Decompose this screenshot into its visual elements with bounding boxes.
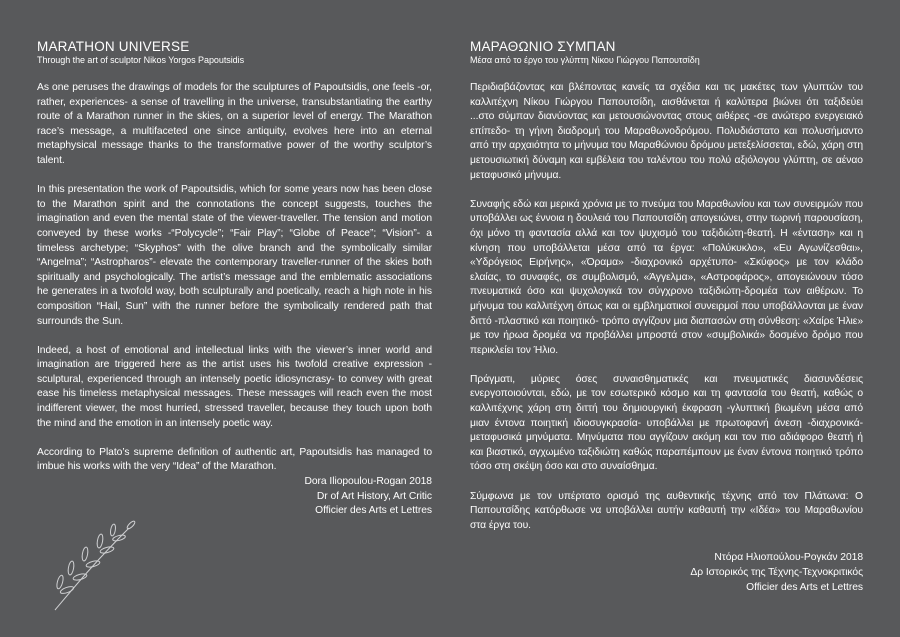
- english-signature-honor: Officier des Arts et Lettres: [315, 505, 432, 517]
- greek-paragraph-4: Σύμφωνα με τον υπέρτατο ορισμό της αυθεντικής τέχνης από τον Πλάτωνα: Ο Παπουτσίδης κατόρθωσε να υποβάλλει αυτήν καθαυτή την «Ιδέα» του Μαραθωνίου στα έργα του.: [470, 490, 863, 531]
- english-paragraph-2: In this presentation the work of Papoutsidis, which for some years now has been close to the Marathon spirit and the connotations the concept suggests, touches the imagination and even the mental state of the viewer-traveller. The tension and motion conveyed by these works -“Polycycle”; “Fair Play”; “Globe of Peace”; “Vision”- a timeless archetype; “Skyphos” with the olive branch and the symbolically similar “Angelma”; “Astropharos”- elevate the contemporary traveller-runner of the skies both spiritually and psychologically. The artist’s message and the emblematic associations he generates in a twofold way, both sculpturally and poetically, reach a high note in his composition “Hail, Sun” with the runner before the symbolically rendered path that surrounds the Sun.: [37, 184, 432, 327]
- english-subtitle: Through the art of sculptor Nikos Yorgos Papoutsidis: [37, 55, 245, 65]
- english-signature-role: Dr of Art History, Art Critic: [316, 490, 432, 502]
- english-paragraph-1: As one peruses the drawings of models for the sculptures of Papoutsidis, one feels -or, rather, experiences- a sense of travelling in the universe, transubstantiating the earthy route of a Marathon runner in the skies, on a superior level of energy. The Marathon race’s message, a multifaceted one since antiquity, evolves here into an eternal metaphysical message thanks to the transformative power of the worthy sculptor’s talent.: [37, 82, 432, 166]
- english-signature-name: Dora Iliopoulou-Rogan 2018: [304, 476, 432, 488]
- greek-paragraph-3: Πράγματι, μύριες όσες συναισθηματικές και πνευματικές διασυνδέσεις ενεργοποιούνται, εδώ, με τον εσωτερικό κόσμο και τη φαντασία του θεατή, καθώς ο καλλιτέχνης χάρη στη διττή του δημιουργική έκφραση -γλυπτική βιωμένη μέσα από μιαν έντονα ποιητική ιδιοσυγκρασία- υποβάλλει με πρωτοφανή άνεση -διαχρονικά- μεταφυσικά μηνύματα. Μηνύματα που αγγίζουν ακόμη και τον πιο αδιάφορο θεατή ή και βιαστικό, αγχωμένο ταξιδιώτη καθώς παραπέμπουν με έναν έντονα ποιητικό τρόπο τόσο στη σκέψη όσο και στο συναίσθημα.: [470, 373, 863, 473]
- english-signature: [37, 475, 432, 519]
- greek-subtitle: Μέσα από το έργο του γλύπτη Νίκου Γιώργου Παπουτσίδη: [470, 55, 700, 65]
- english-column: [37, 40, 432, 519]
- greek-paragraph-1: Περιδιαβάζοντας και βλέποντας κανείς τα σχέδια και τις μακέτες των γλυπτών του καλλιτέχνη Νίκου Γιώργου Παπουτσίδη, αισθάνεται ή καλύτερα βιώνει ότι ταξιδεύει ...στο σύμπαν διανύοντας και μετουσιώνοντας στους αιθέρες -σε ανώτερο ενεργειακό επίπεδο- τη γήινη διαδρομή του Μαραθωνοδρόμου. Πολυδιάστατο και πολυσήμαντο από την αρχαιότητα το μήνυμα του Μαραθώνιου δρόμου μετεξελίσσεται, εδώ, χάρη στη μετουσιωτική δύναμη και εμβέλεια του ταλέντου του πολύ αξιόλογου γλύπτη, σε αέναο μεταφυσικό μήνυμα.: [470, 82, 863, 181]
- greek-paragraph-2: Συναφής εδώ και μερικά χρόνια με το πνεύμα του Μαραθωνίου και των συνειρμών που υποβάλλει ως έννοια η δουλειά του Παπουτσίδη απογειώνει, στην τωρινή παρουσίαση, όχι μόνο τη φαντασία αλλά και τον ψυχισμό του ταξιδιώτη-θεατή. Η «ένταση» και η κίνηση που υποβάλλεται μέσα από τα έργα: «Πολύκυκλο», «Ευ Αγωνίζεσθαι», «Υδρόγειος Ειρήνης», «Όραμα» -διαχρονικό αρχέτυπο- «Σκύφος» με τον κλάδο ελαίας, το συναφές, σε συμβολισμό, «Άγγελμα», «Αστροφάρος», απογειώνουν τόσο πνευματικά όσο και ψυχολογικά τον σύγχρονο ταξιδιώτη-δρομέα των αιθέρων. Το μήνυμα του καλλιτέχνη όπως και οι εμβληματικοί συνειρμοί που υποβάλλονται με έναν διττό -πλαστικό και ποιητικό- τρόπο αγγίζουν μια διαπασών στη σύνθεση: «Χαίρε Ήλιε» με τον ήρωα δρομέα να προβάλλει μπροστά στον «συμβολικά» δοσμένο δρόμο που περικλείει τον Ήλιο.: [470, 198, 863, 356]
- english-paragraph-3: Indeed, a host of emotional and intellectual links with the viewer’s inner world and imagination are triggered here as the artist uses his twofold creative expression -sculptural, experienced through an intensely poetic idiosyncrasy- to convey with great ease his timeless metaphysical messages. These messages will reach even the most indifferent viewer, the most hurried, stressed traveller, because they touch upon both the mind and the emotion in an intensely poetic way.: [37, 344, 432, 429]
- greek-signature-role: Δρ Ιστορικός της Τέχνης-Τεχνοκριτικός: [690, 567, 863, 578]
- english-title: MARATHON UNIVERSE: [37, 39, 190, 54]
- olive-branch-icon: [47, 520, 137, 615]
- greek-title: ΜΑΡΑΘΩΝΙΟ ΣΥΜΠΑΝ: [470, 39, 616, 54]
- greek-signature-name: Ντόρα Ηλιοπούλου-Ρογκάν 2018: [714, 552, 863, 564]
- english-paragraph-4: According to Plato’s supreme definition of authentic art, Papoutsidis has managed to imbue his works with the very “Idea” of the Marathon.: [37, 446, 432, 473]
- greek-signature-honor: Officier des Arts et Lettres: [746, 581, 863, 593]
- greek-signature: [470, 551, 863, 595]
- greek-column: [470, 40, 863, 595]
